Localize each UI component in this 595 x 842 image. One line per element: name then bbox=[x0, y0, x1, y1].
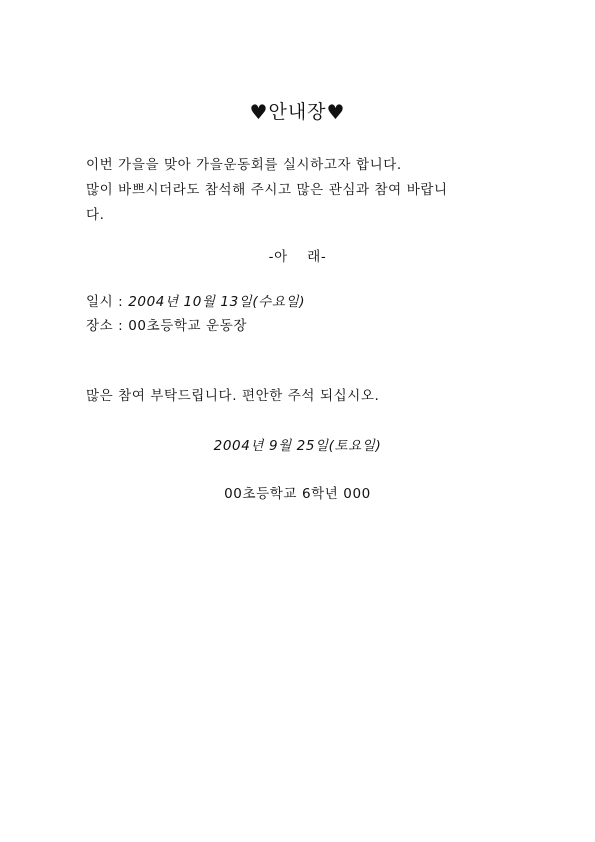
intro-line-1: 이번 가을을 맞아 가을운동회를 실시하고자 합니다. bbox=[86, 157, 402, 173]
sender: 00초등학교 6학년 000 bbox=[224, 486, 371, 502]
closing-text: 많은 참여 부탁드립니다. 편안한 주석 되십시오. bbox=[86, 388, 380, 404]
notice-title bbox=[0, 99, 595, 125]
title-text: 안내장 bbox=[268, 101, 327, 123]
place-value: 00초등학교 운동장 bbox=[128, 318, 247, 334]
intro-line-2: 많이 바쁘시더라도 참석해 주시고 많은 관심과 참여 바랍니 bbox=[86, 182, 448, 198]
section-marker bbox=[0, 247, 595, 267]
place-label: 장소 : bbox=[86, 318, 129, 334]
heart-icon: ♥ bbox=[326, 100, 346, 124]
section-marker-text: -아 래- bbox=[268, 249, 327, 265]
date-value: 2004년 10월 13일(수요일) bbox=[128, 294, 306, 310]
date-label: 일시 : bbox=[86, 294, 129, 310]
place-row bbox=[86, 316, 516, 336]
heart-icon: ♥ bbox=[249, 100, 269, 124]
issue-date: 2004년 9월 25일(토요일) bbox=[213, 438, 382, 454]
intro-line-3: 다. bbox=[86, 207, 105, 223]
date-row bbox=[86, 292, 516, 312]
